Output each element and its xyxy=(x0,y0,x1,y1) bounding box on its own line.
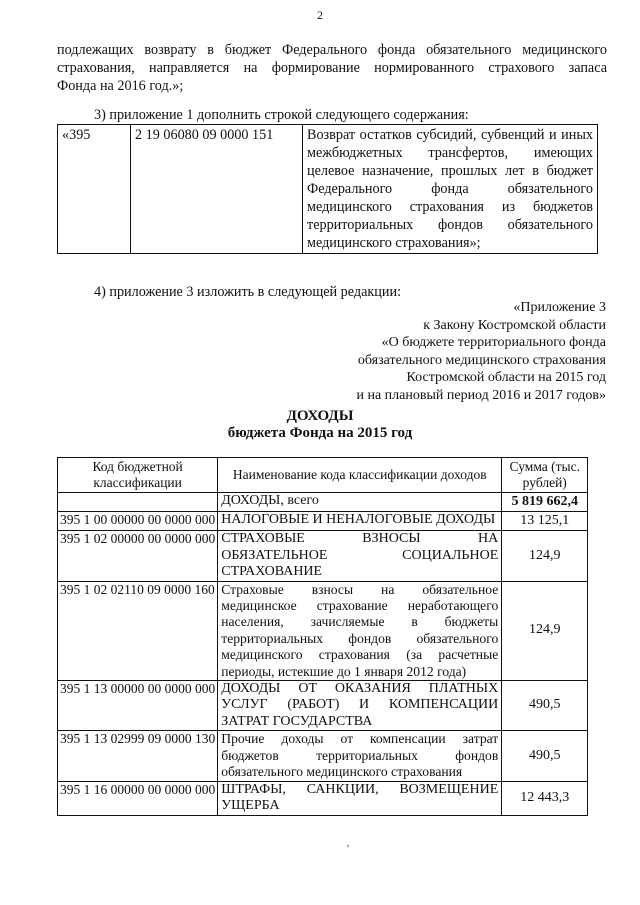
item-3-text: 3) приложение 1 дополнить строкой следующего содержания: xyxy=(94,107,469,123)
income-table xyxy=(57,457,588,816)
page-number: 2 xyxy=(317,8,323,22)
table-row xyxy=(58,125,598,254)
paragraph-line: Фонда на 2016 год.»; xyxy=(57,78,184,94)
name-cell: СТРАХОВЫЕ ВЗНОСЫ НА ОБЯЗАТЕЛЬНОЕ СОЦИАЛЬНОЕ СТРАХОВАНИЕ xyxy=(218,531,502,582)
kbk-cell: 395 1 13 02999 09 0000 130 xyxy=(58,731,218,781)
table-row xyxy=(58,512,588,531)
sum-cell: 12 443,3 xyxy=(502,781,588,815)
paragraph-continuation xyxy=(57,41,607,95)
name-cell: ШТРАФЫ, САНКЦИИ, ВОЗМЕЩЕНИЕ УЩЕРБА xyxy=(218,781,502,815)
kbk-cell: 395 1 16 00000 00 0000 000 xyxy=(58,781,218,815)
table-row xyxy=(58,581,588,680)
header-kbk: Код бюджетной классификации xyxy=(58,458,218,493)
appendix-line: обязательного медицинского страхования xyxy=(357,352,606,368)
header-sum: Сумма (тыс. рублей) xyxy=(502,458,588,493)
insert-kbk-cell: 2 19 06080 09 0000 151 xyxy=(131,125,303,254)
sum-cell: 124,9 xyxy=(502,581,588,680)
sum-cell: 5 819 662,4 xyxy=(502,493,588,512)
item-4-text: 4) приложение 3 изложить в следующей редакции: xyxy=(94,284,402,300)
stray-mark: ʼ xyxy=(346,843,350,855)
table-row xyxy=(58,781,588,815)
name-cell: НАЛОГОВЫЕ И НЕНАЛОГОВЫЕ ДОХОДЫ xyxy=(218,512,502,531)
sum-cell: 490,5 xyxy=(502,731,588,781)
table-row xyxy=(58,731,588,781)
insert-code-cell: «395 xyxy=(58,125,131,254)
title-line: бюджета Фонда на 2015 год xyxy=(227,425,413,441)
insert-name-cell: Возврат остатков субсидий, субвенций и иных межбюджетных трансфертов, имеющих целевое назначение, прошлых лет в бюджет Федерального фонда обязательного медицинского страхования из бюджетов территориальных фондов обязательного медицинского страхования»; xyxy=(303,125,598,254)
name-cell: Прочие доходы от компенсации затрат бюджетов территориальных фондов обязательного медицинского страхования xyxy=(218,731,502,781)
appendix-header xyxy=(356,299,606,405)
kbk-cell: 395 1 00 00000 00 0000 000 xyxy=(58,512,218,531)
title-line: ДОХОДЫ xyxy=(286,408,354,424)
table-header-row xyxy=(58,458,588,493)
paragraph-line: страхования, направляется на формирование нормированного страхового запаса xyxy=(57,60,607,76)
sum-cell: 13 125,1 xyxy=(502,512,588,531)
name-cell: ДОХОДЫ ОТ ОКАЗАНИЯ ПЛАТНЫХ УСЛУГ (РАБОТ) И КОМПЕНСАЦИИ ЗАТРАТ ГОСУДАРСТВА xyxy=(218,680,502,731)
paragraph-line: подлежащих возврату в бюджет Федерального фонда обязательного медицинского xyxy=(57,42,607,58)
sum-cell: 124,9 xyxy=(502,531,588,582)
appendix-line: «Приложение 3 xyxy=(513,300,606,315)
table-row xyxy=(58,493,588,512)
header-name: Наименование кода классификации доходов xyxy=(218,458,502,493)
appendix-line: Костромской области на 2015 год xyxy=(406,370,606,386)
name-cell: Страховые взносы на обязательное медицинское страхование неработающего населения, зачисляемые в бюджеты территориальных фондов обязательного медицинского страхования (за расчетные периоды, истекшие до 1 января 2012 года) xyxy=(218,581,502,680)
kbk-cell: 395 1 02 02110 09 0000 160 xyxy=(58,581,218,680)
appendix-line: «О бюджете территориального фонда xyxy=(381,335,606,351)
kbk-cell: 395 1 13 00000 00 0000 000 xyxy=(58,680,218,731)
appendix-line: и на плановый период 2016 и 2017 годов» xyxy=(356,387,606,403)
name-cell: ДОХОДЫ, всего xyxy=(218,493,502,512)
document-title xyxy=(0,408,640,442)
kbk-cell xyxy=(58,493,218,512)
insert-row-table xyxy=(57,124,598,254)
table-row xyxy=(58,531,588,582)
table-row xyxy=(58,680,588,731)
kbk-cell: 395 1 02 00000 00 0000 000 xyxy=(58,531,218,582)
appendix-line: к Закону Костромской области xyxy=(423,317,606,333)
sum-cell: 490,5 xyxy=(502,680,588,731)
